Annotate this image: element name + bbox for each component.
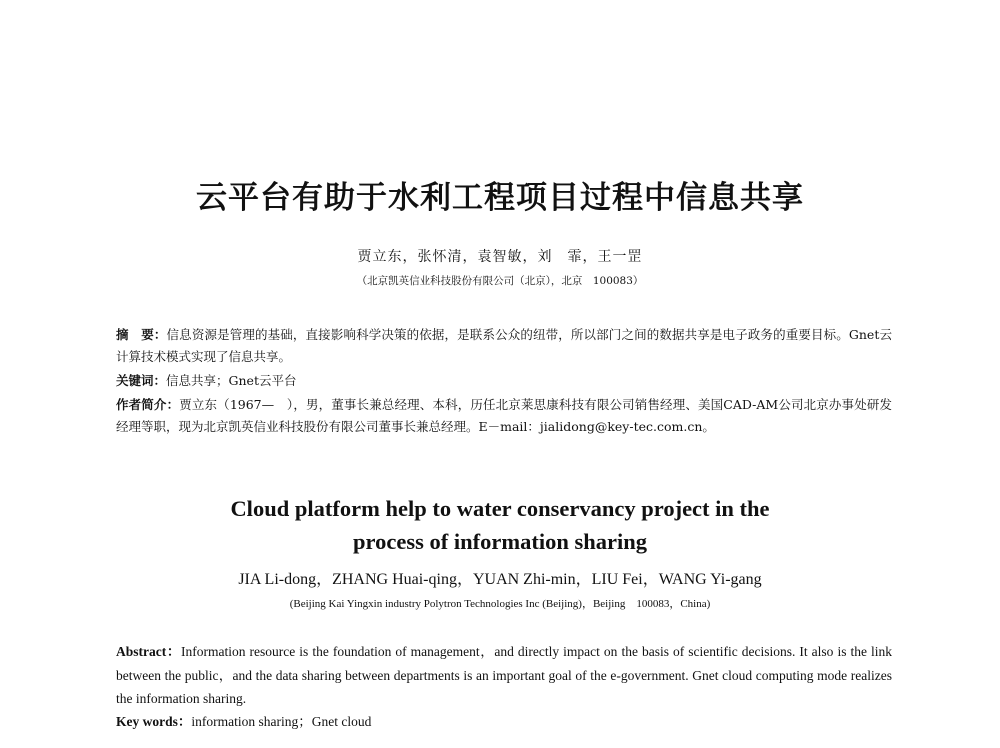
english-abstract — [116, 640, 892, 711]
english-abstract-text: Information resource is the foundation of management，and directly impact on the basis of scientific decisions. It also is the link between the public，and the data sharing between departments is an important goal of the e-government. Gnet cloud computing mode realizes the information sharing. — [116, 644, 892, 706]
chinese-abstract-text: 信息资源是管理的基础，直接影响科学决策的依据，是联系公众的纽带，所以部门之间的数据共享是电子政务的重要目标。Gnet云计算技术模式实现了信息共享。 — [116, 327, 892, 364]
english-keywords-label: Key words： — [116, 714, 192, 729]
english-title — [0, 492, 1000, 558]
english-abstract-label: Abstract： — [116, 644, 182, 659]
chinese-keywords — [116, 370, 892, 392]
chinese-affiliation: （北京凯英信业科技股份有限公司（北京），北京 100083） — [356, 275, 644, 287]
chinese-keywords-text: 信息共享；Gnet云平台 — [166, 373, 297, 388]
english-affiliation: (Beijing Kai Yingxin industry Polytron Technologies Inc (Beijing)，Beijing 100083，China) — [289, 598, 711, 610]
chinese-authors: 贾立东，张怀清，袁智敏，刘 霏，王一罡 — [357, 249, 643, 265]
chinese-bio-label: 作者简介： — [116, 397, 180, 412]
english-title-line-2: process of information sharing — [353, 529, 647, 554]
chinese-abstract-label: 摘 要： — [116, 327, 167, 342]
chinese-bio-text: 贾立东（1967— ），男，董事长兼总经理、本科，历任北京莱思康科技有限公司销售经理、美国CAD-AM公司北京办事处研发经理等职，现为北京凯英信业科技股份有限公司董事长兼总经理。E－mail：jialidong@key-tec.com.cn。 — [116, 397, 892, 434]
chinese-abstract — [116, 324, 892, 368]
chinese-title: 云平台有助于水利工程项目过程中信息共享 — [196, 180, 804, 216]
english-authors: JIA Li-dong，ZHANG Huai-qing，YUAN Zhi-min，LIU Fei，WANG Yi-gang — [238, 571, 762, 588]
chinese-author-bio — [116, 394, 892, 438]
english-keywords — [116, 710, 892, 734]
english-keywords-text: information sharing；Gnet cloud — [191, 714, 372, 729]
english-title-line-1: Cloud platform help to water conservancy project in the — [230, 496, 770, 521]
chinese-keywords-label: 关键词： — [116, 373, 167, 388]
